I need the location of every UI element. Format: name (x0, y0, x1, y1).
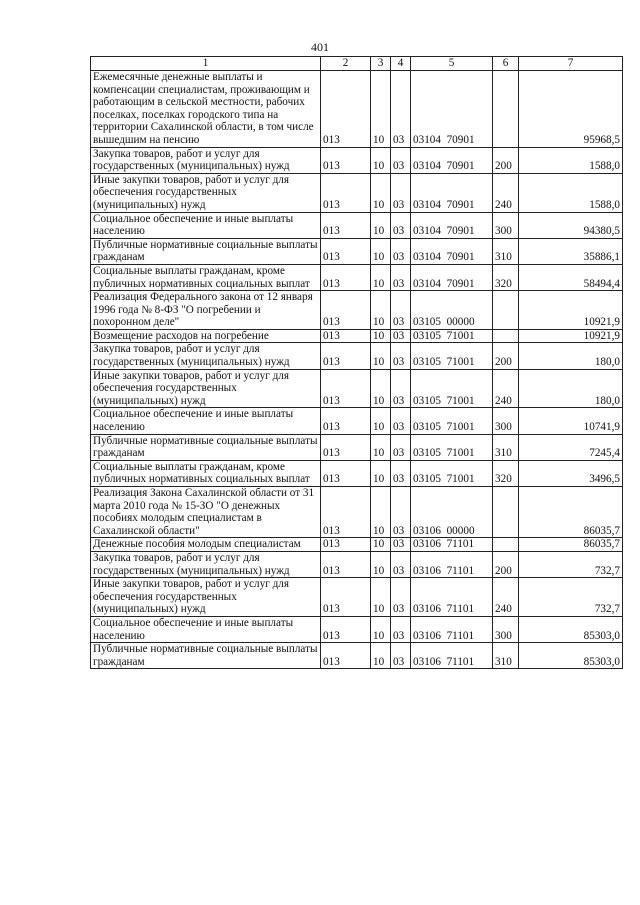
table-row (91, 212, 623, 238)
row-subsection-cell: 03 (391, 538, 411, 552)
row-expense-type-cell: 240 (493, 578, 519, 617)
row-expense-type-cell (493, 329, 519, 343)
row-section-cell: 10 (371, 578, 391, 617)
row-expense-type-cell: 300 (493, 408, 519, 434)
row-section-cell: 10 (371, 434, 391, 460)
row-admin-code-cell: 013 (321, 538, 371, 552)
row-name-cell: Иные закупки товаров, работ и услуг для обеспечения государственных (муниципальных) нужд (91, 369, 321, 408)
row-subsection-cell: 03 (391, 578, 411, 617)
row-expense-type-cell: 200 (493, 343, 519, 369)
row-target-code-cell: 03104 70901 (411, 212, 493, 238)
budget-table (90, 56, 623, 669)
row-name-cell: Закупка товаров, работ и услуг для государственных (муниципальных) нужд (91, 551, 321, 577)
row-section-cell: 10 (371, 343, 391, 369)
column-header: 6 (493, 57, 519, 71)
row-admin-code-cell: 013 (321, 369, 371, 408)
table-row (91, 343, 623, 369)
row-admin-code-cell: 013 (321, 408, 371, 434)
table-row (91, 434, 623, 460)
row-amount-cell: 86035,7 (519, 487, 623, 538)
column-header: 7 (519, 57, 623, 71)
row-amount-cell: 85303,0 (519, 643, 623, 669)
row-name-cell: Ежемесячные денежные выплаты и компенсации специалистам, проживающим и работающим в сельской местности, рабочих поселках, поселках городского типа на территории Сахалинской области, в том числе вышедшим на пенсию (91, 71, 321, 148)
table-row (91, 71, 623, 148)
row-expense-type-cell (493, 291, 519, 330)
row-admin-code-cell: 013 (321, 434, 371, 460)
row-subsection-cell: 03 (391, 551, 411, 577)
column-header: 1 (91, 57, 321, 71)
row-subsection-cell: 03 (391, 616, 411, 642)
row-name-cell: Возмещение расходов на погребение (91, 329, 321, 343)
row-name-cell: Социальные выплаты гражданам, кроме публичных нормативных социальных выплат (91, 460, 321, 486)
table-row (91, 408, 623, 434)
row-section-cell: 10 (371, 551, 391, 577)
column-header: 5 (411, 57, 493, 71)
row-amount-cell: 94380,5 (519, 212, 623, 238)
row-section-cell: 10 (371, 173, 391, 212)
row-name-cell: Публичные нормативные социальные выплаты гражданам (91, 643, 321, 669)
table-row (91, 551, 623, 577)
row-subsection-cell: 03 (391, 369, 411, 408)
row-amount-cell: 732,7 (519, 578, 623, 617)
row-name-cell: Денежные пособия молодым специалистам (91, 538, 321, 552)
row-expense-type-cell: 300 (493, 616, 519, 642)
row-amount-cell: 58494,4 (519, 264, 623, 290)
row-target-code-cell: 03105 71001 (411, 460, 493, 486)
row-target-code-cell: 03105 71001 (411, 408, 493, 434)
row-admin-code-cell: 013 (321, 291, 371, 330)
row-admin-code-cell: 013 (321, 551, 371, 577)
row-amount-cell: 10921,9 (519, 291, 623, 330)
row-subsection-cell: 03 (391, 147, 411, 173)
row-name-cell: Закупка товаров, работ и услуг для государственных (муниципальных) нужд (91, 343, 321, 369)
row-subsection-cell: 03 (391, 173, 411, 212)
table-row (91, 487, 623, 538)
row-target-code-cell: 03105 71001 (411, 434, 493, 460)
row-admin-code-cell: 013 (321, 578, 371, 617)
row-expense-type-cell (493, 71, 519, 148)
row-subsection-cell: 03 (391, 460, 411, 486)
row-amount-cell: 35886,1 (519, 238, 623, 264)
table-row (91, 147, 623, 173)
row-admin-code-cell: 013 (321, 238, 371, 264)
column-header: 3 (371, 57, 391, 71)
row-amount-cell: 86035,7 (519, 538, 623, 552)
row-target-code-cell: 03106 71101 (411, 538, 493, 552)
row-name-cell: Реализация Федерального закона от 12 января 1996 года № 8-ФЗ "О погребении и похоронном деле" (91, 291, 321, 330)
row-expense-type-cell (493, 538, 519, 552)
table-row (91, 616, 623, 642)
row-admin-code-cell: 013 (321, 173, 371, 212)
row-amount-cell: 1588,0 (519, 147, 623, 173)
row-expense-type-cell: 240 (493, 369, 519, 408)
table-row (91, 329, 623, 343)
row-target-code-cell: 03106 71101 (411, 551, 493, 577)
row-admin-code-cell: 013 (321, 264, 371, 290)
row-expense-type-cell: 320 (493, 460, 519, 486)
table-row (91, 369, 623, 408)
row-name-cell: Социальное обеспечение и иные выплаты населению (91, 616, 321, 642)
row-section-cell: 10 (371, 487, 391, 538)
row-section-cell: 10 (371, 616, 391, 642)
header-row (91, 57, 623, 71)
row-name-cell: Реализация Закона Сахалинской области от 31 марта 2010 года № 15-ЗО "О денежных пособиях молодым специалистам в Сахалинской области" (91, 487, 321, 538)
row-expense-type-cell: 240 (493, 173, 519, 212)
table-row (91, 291, 623, 330)
row-admin-code-cell: 013 (321, 460, 371, 486)
row-target-code-cell: 03104 70901 (411, 147, 493, 173)
table-row (91, 238, 623, 264)
row-name-cell: Публичные нормативные социальные выплаты гражданам (91, 434, 321, 460)
row-amount-cell: 10741,9 (519, 408, 623, 434)
row-name-cell: Иные закупки товаров, работ и услуг для обеспечения государственных (муниципальных) нужд (91, 578, 321, 617)
table-row (91, 578, 623, 617)
row-target-code-cell: 03105 71001 (411, 369, 493, 408)
row-subsection-cell: 03 (391, 264, 411, 290)
row-expense-type-cell: 310 (493, 643, 519, 669)
row-section-cell: 10 (371, 538, 391, 552)
row-section-cell: 10 (371, 238, 391, 264)
row-expense-type-cell: 200 (493, 551, 519, 577)
row-subsection-cell: 03 (391, 238, 411, 264)
table-row (91, 173, 623, 212)
row-subsection-cell: 03 (391, 212, 411, 238)
row-amount-cell: 1588,0 (519, 173, 623, 212)
row-amount-cell: 3496,5 (519, 460, 623, 486)
row-subsection-cell: 03 (391, 329, 411, 343)
row-target-code-cell: 03105 00000 (411, 291, 493, 330)
column-header: 4 (391, 57, 411, 71)
row-subsection-cell: 03 (391, 643, 411, 669)
row-admin-code-cell: 013 (321, 343, 371, 369)
row-subsection-cell: 03 (391, 291, 411, 330)
row-amount-cell: 732,7 (519, 551, 623, 577)
row-target-code-cell: 03104 70901 (411, 173, 493, 212)
row-subsection-cell: 03 (391, 408, 411, 434)
table-row (91, 643, 623, 669)
row-target-code-cell: 03105 71001 (411, 329, 493, 343)
row-subsection-cell: 03 (391, 71, 411, 148)
row-section-cell: 10 (371, 329, 391, 343)
row-admin-code-cell: 013 (321, 212, 371, 238)
row-name-cell: Социальное обеспечение и иные выплаты населению (91, 212, 321, 238)
row-admin-code-cell: 013 (321, 643, 371, 669)
row-expense-type-cell: 310 (493, 238, 519, 264)
row-target-code-cell: 03106 71101 (411, 643, 493, 669)
row-subsection-cell: 03 (391, 343, 411, 369)
row-expense-type-cell: 300 (493, 212, 519, 238)
row-amount-cell: 7245,4 (519, 434, 623, 460)
row-name-cell: Социальные выплаты гражданам, кроме публичных нормативных социальных выплат (91, 264, 321, 290)
row-target-code-cell: 03106 71101 (411, 578, 493, 617)
row-admin-code-cell: 013 (321, 71, 371, 148)
row-target-code-cell: 03106 71101 (411, 616, 493, 642)
row-section-cell: 10 (371, 408, 391, 434)
row-name-cell: Иные закупки товаров, работ и услуг для обеспечения государственных (муниципальных) нужд (91, 173, 321, 212)
row-expense-type-cell: 310 (493, 434, 519, 460)
row-name-cell: Публичные нормативные социальные выплаты гражданам (91, 238, 321, 264)
row-admin-code-cell: 013 (321, 487, 371, 538)
row-section-cell: 10 (371, 369, 391, 408)
column-header: 2 (321, 57, 371, 71)
row-section-cell: 10 (371, 212, 391, 238)
row-subsection-cell: 03 (391, 487, 411, 538)
row-section-cell: 10 (371, 71, 391, 148)
row-section-cell: 10 (371, 264, 391, 290)
table-row (91, 460, 623, 486)
row-amount-cell: 95968,5 (519, 71, 623, 148)
row-expense-type-cell: 320 (493, 264, 519, 290)
row-section-cell: 10 (371, 291, 391, 330)
row-expense-type-cell (493, 487, 519, 538)
row-admin-code-cell: 013 (321, 616, 371, 642)
row-amount-cell: 10921,9 (519, 329, 623, 343)
row-amount-cell: 180,0 (519, 369, 623, 408)
row-amount-cell: 85303,0 (519, 616, 623, 642)
row-target-code-cell: 03105 71001 (411, 343, 493, 369)
row-expense-type-cell: 200 (493, 147, 519, 173)
row-section-cell: 10 (371, 147, 391, 173)
row-admin-code-cell: 013 (321, 329, 371, 343)
row-target-code-cell: 03104 70901 (411, 238, 493, 264)
table-row (91, 538, 623, 552)
row-amount-cell: 180,0 (519, 343, 623, 369)
row-subsection-cell: 03 (391, 434, 411, 460)
page-number: 401 (311, 40, 329, 54)
row-target-code-cell: 03104 70901 (411, 71, 493, 148)
row-name-cell: Закупка товаров, работ и услуг для государственных (муниципальных) нужд (91, 147, 321, 173)
row-section-cell: 10 (371, 460, 391, 486)
row-target-code-cell: 03104 70901 (411, 264, 493, 290)
row-section-cell: 10 (371, 643, 391, 669)
row-target-code-cell: 03106 00000 (411, 487, 493, 538)
row-name-cell: Социальное обеспечение и иные выплаты населению (91, 408, 321, 434)
table-row (91, 264, 623, 290)
row-admin-code-cell: 013 (321, 147, 371, 173)
